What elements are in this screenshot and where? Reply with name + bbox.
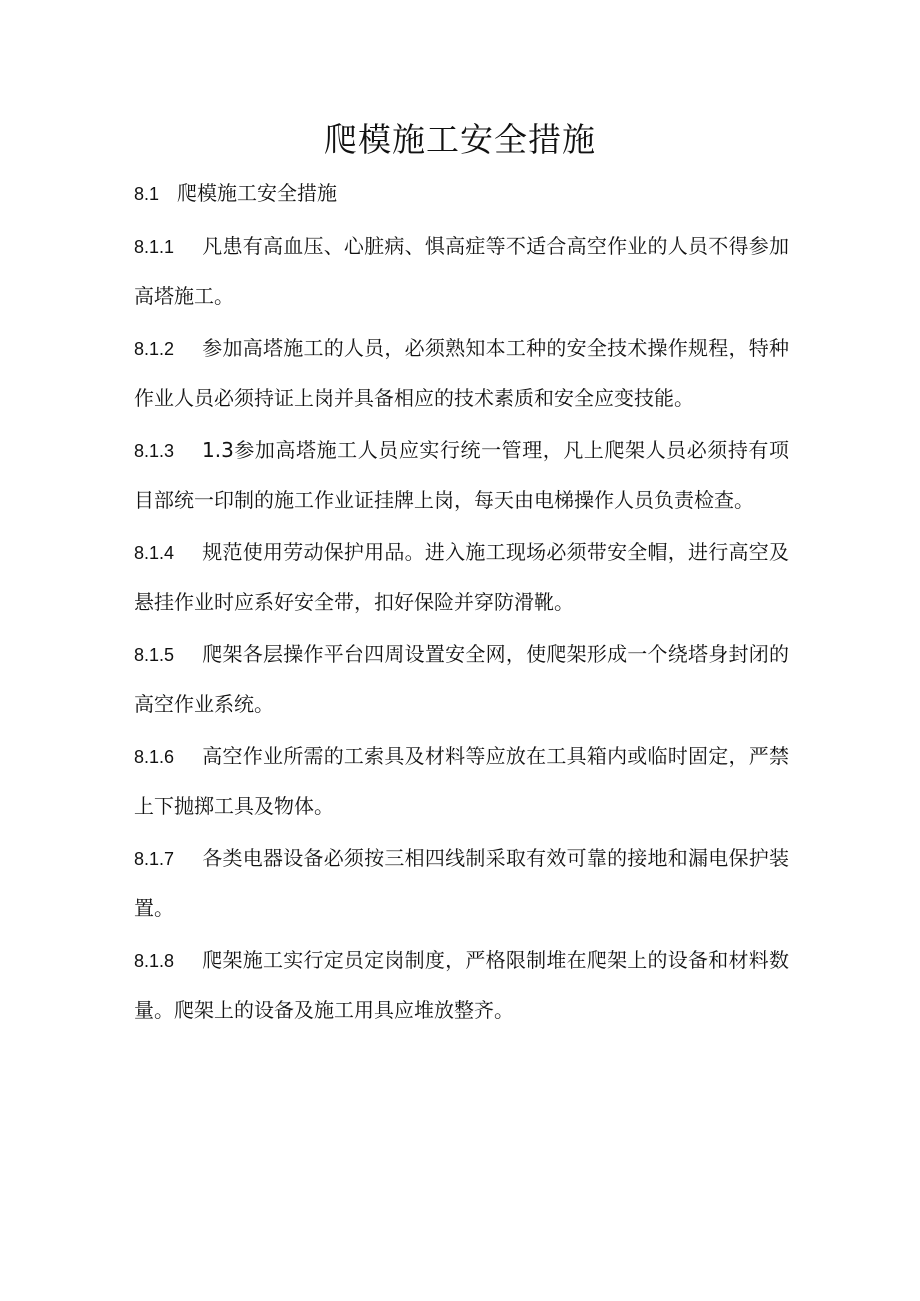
clause-8-1-8 <box>134 936 789 1035</box>
clause-number: 8.1.2 <box>134 339 175 359</box>
clause-number: 8.1.3 <box>134 441 175 461</box>
clause-8-1-3 <box>134 426 789 525</box>
clause-8-1-4 <box>134 528 789 627</box>
clause-text: 高空作业所需的工索具及材料等应放在工具箱内或临时固定，严禁上下抛掷工具及物体。 <box>134 744 789 818</box>
clause-8-1-5 <box>134 630 789 729</box>
clause-text: 规范使用劳动保护用品。进入施工现场必须带安全帽，进行高空及悬挂作业时应系好安全带，扣好保险并穿防滑靴。 <box>134 540 789 614</box>
clause-number: 8.1.6 <box>134 747 175 767</box>
document-title: 爬模施工安全措施 <box>324 120 596 159</box>
clause-number: 8.1.8 <box>134 951 175 971</box>
clause-number: 8.1.5 <box>134 645 175 665</box>
clause-8-1-7 <box>134 834 789 933</box>
section-heading <box>134 172 789 215</box>
clause-text: 爬架施工实行定员定岗制度，严格限制堆在爬架上的设备和材料数量。爬架上的设备及施工用具应堆放整齐。 <box>134 948 789 1022</box>
document-body <box>134 172 789 1038</box>
section-number: 8.1 <box>134 184 160 204</box>
section-title: 爬模施工安全措施 <box>177 181 337 205</box>
clause-8-1-6 <box>134 732 789 831</box>
clause-text: 参加高塔施工的人员，必须熟知本工种的安全技术操作规程，特种作业人员必须持证上岗并具备相应的技术素质和安全应变技能。 <box>134 336 789 410</box>
clause-8-1-2 <box>134 324 789 423</box>
clause-number: 8.1.1 <box>134 237 175 257</box>
clause-text: 各类电器设备必须按三相四线制采取有效可靠的接地和漏电保护装置。 <box>134 846 789 920</box>
clause-text: 凡患有高血压、心脏病、惧高症等不适合高空作业的人员不得参加高塔施工。 <box>134 234 789 308</box>
clause-8-1-1 <box>134 222 789 321</box>
clause-number: 8.1.7 <box>134 849 175 869</box>
clause-number: 8.1.4 <box>134 543 175 563</box>
clause-text: 1.3参加高塔施工人员应实行统一管理，凡上爬架人员必须持有项目部统一印制的施工作业证挂牌上岗，每天由电梯操作人员负责检查。 <box>134 438 789 512</box>
clause-text: 爬架各层操作平台四周设置安全网，使爬架形成一个绕塔身封闭的高空作业系统。 <box>134 642 789 716</box>
